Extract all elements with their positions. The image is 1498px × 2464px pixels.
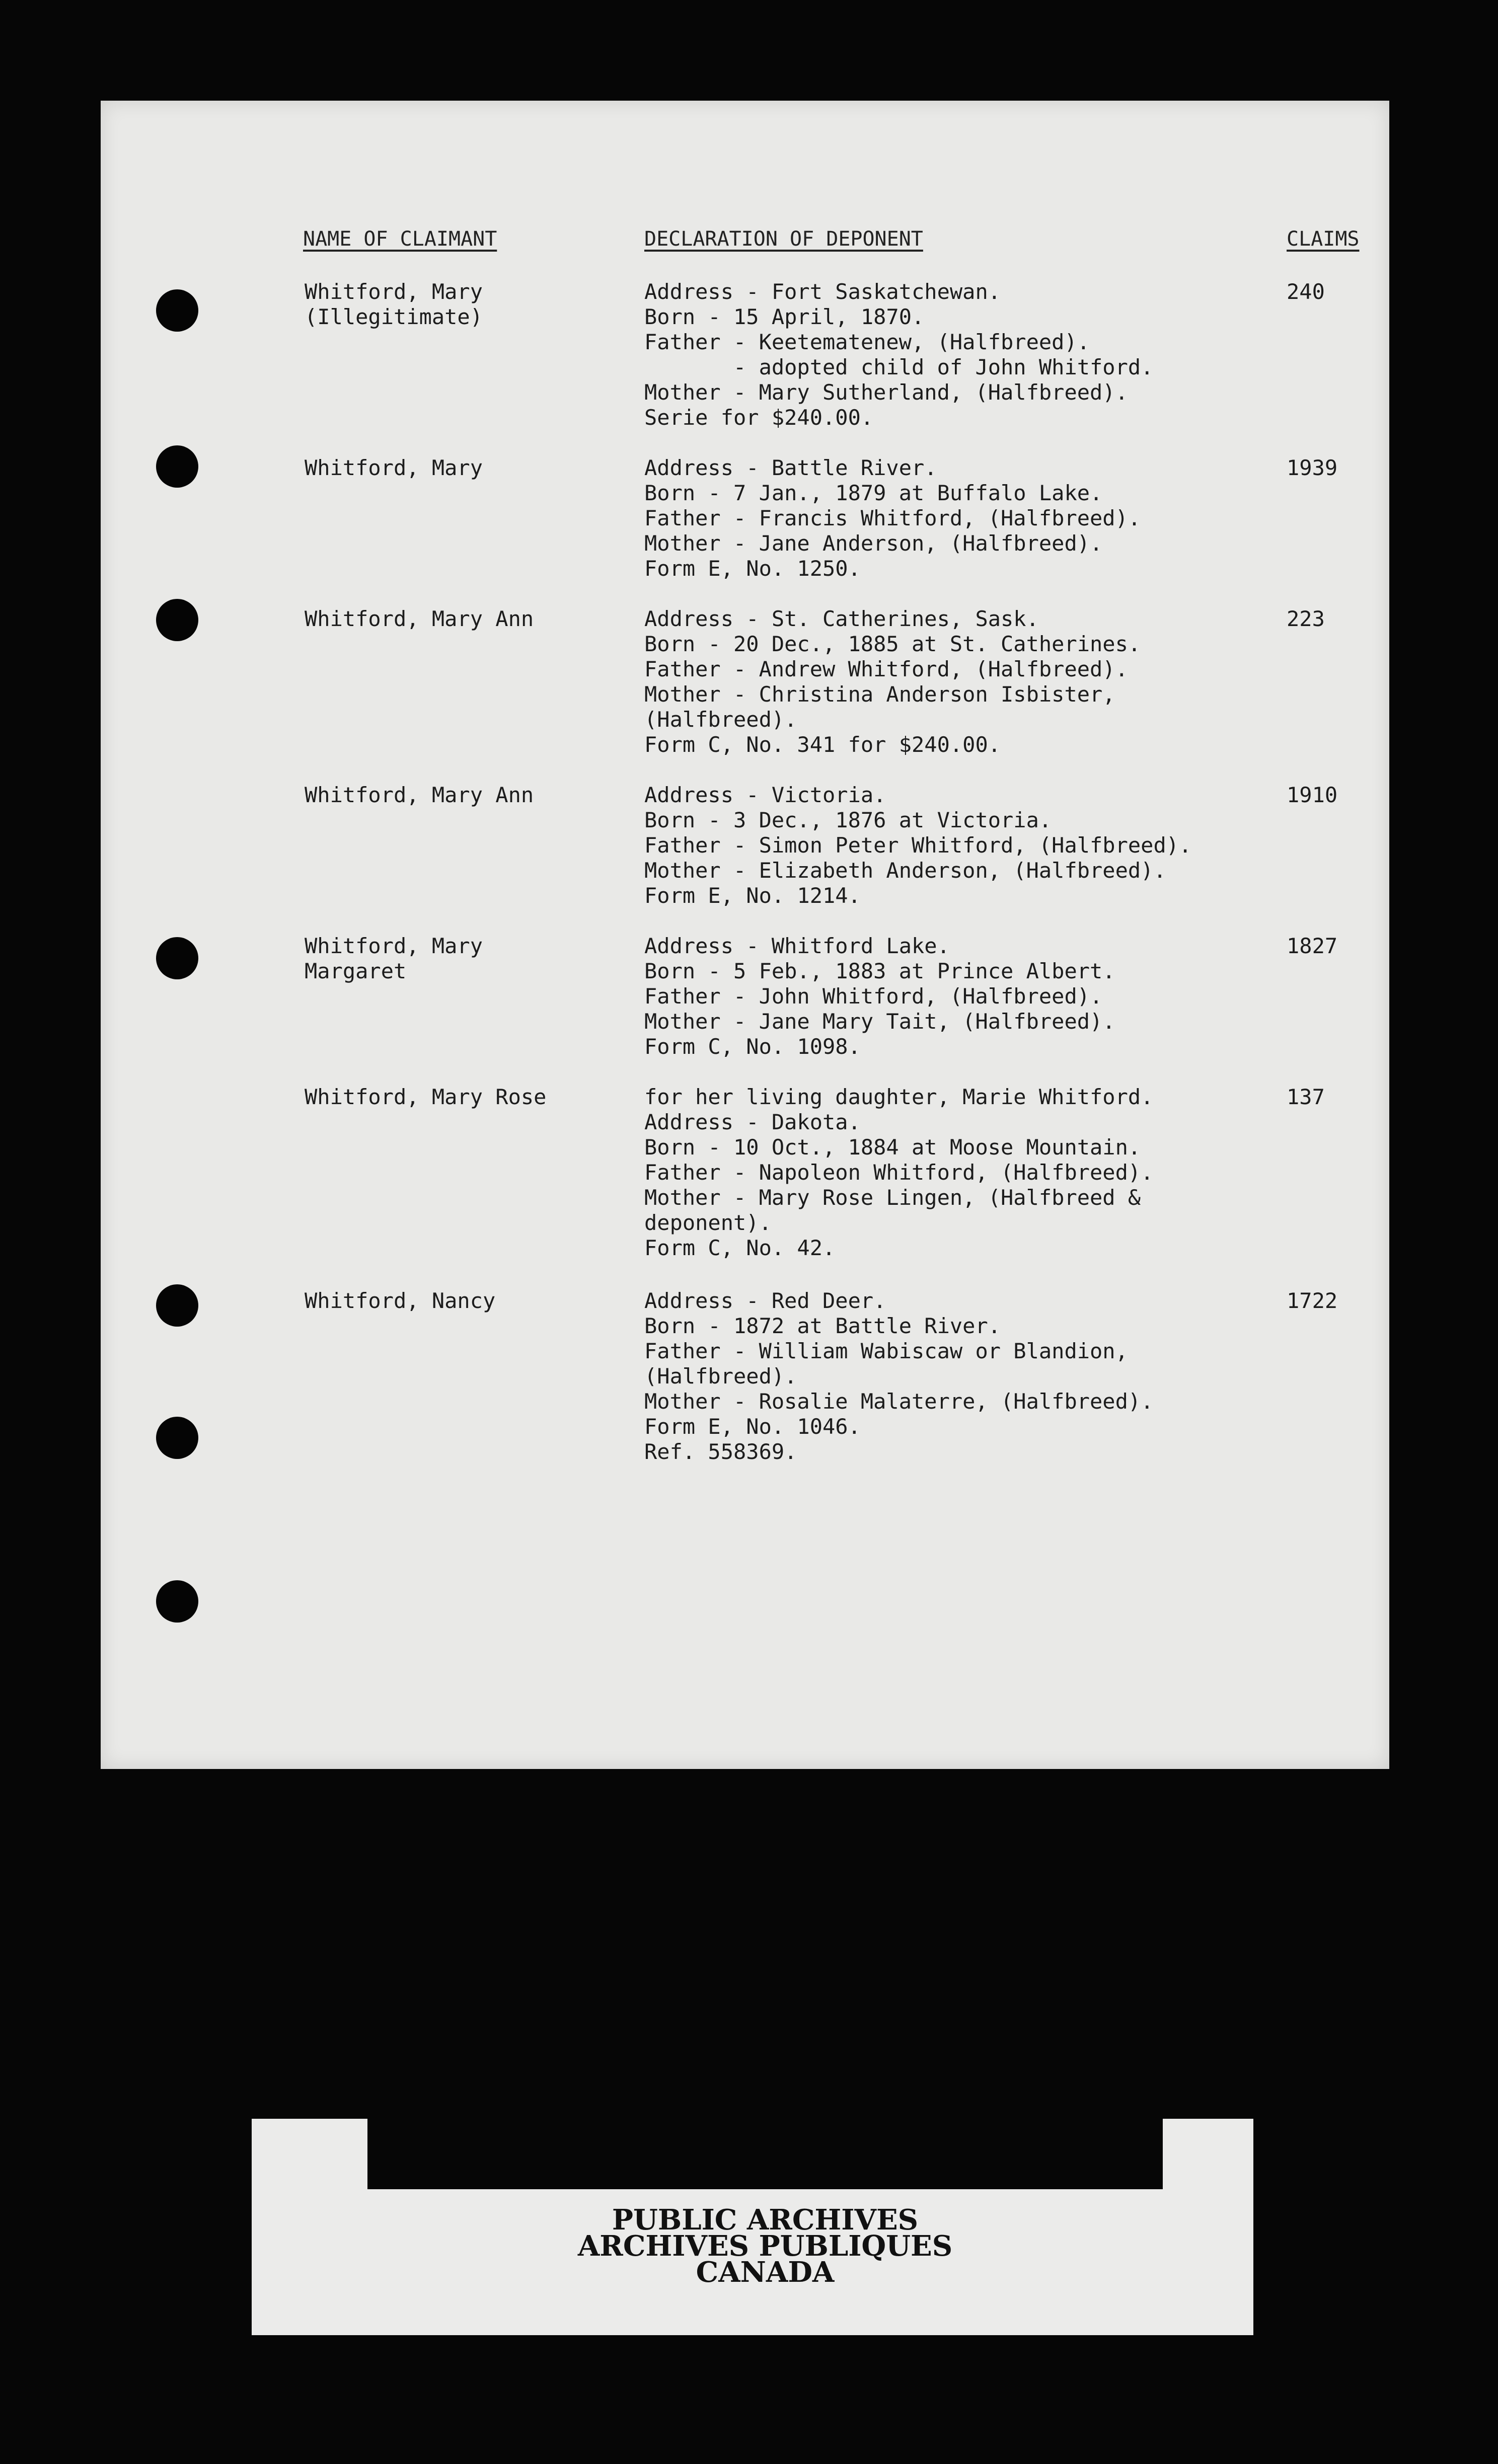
label-card-notch [367, 2119, 1163, 2189]
punch-hole [156, 937, 198, 979]
archives-stamp-line: CANADA [696, 2256, 835, 2289]
declaration-line: Mother - Mary Rose Lingen, (Halfbreed & [644, 1185, 1141, 1210]
claimant-name-line: Whitford, Mary [305, 279, 483, 304]
declaration-line: Mother - Mary Sutherland, (Halfbreed). [644, 380, 1128, 405]
declaration-line: Born - 1872 at Battle River. [644, 1314, 1001, 1338]
archives-stamp-line: ARCHIVES PUBLIQUES [577, 2229, 953, 2263]
declaration [644, 455, 1238, 581]
declaration-line: Form C, No. 1098. [644, 1034, 861, 1059]
claimant-name-line: Margaret [305, 959, 407, 983]
claimant-name [305, 1288, 617, 1314]
claimant-name-line: Whitford, Nancy [305, 1288, 496, 1313]
declaration-line: Born - 3 Dec., 1876 at Victoria. [644, 808, 1052, 832]
declaration-line: Born - 7 Jan., 1879 at Buffalo Lake. [644, 481, 1103, 505]
declaration-line: Father - Andrew Whitford, (Halfbreed). [644, 657, 1128, 681]
declaration-line: Father - Francis Whitford, (Halfbreed). [644, 506, 1141, 530]
declaration-line: Father - Napoleon Whitford, (Halfbreed). [644, 1160, 1154, 1185]
header-declaration-of-deponent: DECLARATION OF DEPONENT [644, 227, 923, 251]
declaration-line: Address - Fort Saskatchewan. [644, 279, 1001, 304]
claimant-name [305, 279, 617, 330]
declaration-line: Form E, No. 1214. [644, 883, 861, 908]
declaration-line: for her living daughter, Marie Whitford. [644, 1085, 1154, 1109]
declaration-line: Form C, No. 42. [644, 1236, 836, 1260]
archives-stamp-line: PUBLIC ARCHIVES [612, 2203, 919, 2237]
claimant-name-line: Whitford, Mary Ann [305, 606, 534, 631]
archives-stamp [569, 2203, 961, 2289]
declaration [644, 606, 1238, 757]
claim-number: 1722 [1287, 1288, 1338, 1313]
declaration-line: Serie for $240.00. [644, 405, 874, 430]
declaration [644, 934, 1238, 1059]
claim-number: 1910 [1287, 783, 1338, 807]
claimant-name-line: Whitford, Mary Rose [305, 1085, 547, 1109]
declaration [644, 783, 1238, 908]
punch-hole [156, 1284, 198, 1327]
declaration-line: Ref. 558369. [644, 1439, 797, 1464]
declaration-line: Mother - Christina Anderson Isbister, [644, 682, 1115, 707]
declaration-line: Address - Whitford Lake. [644, 934, 950, 958]
claimant-name-line: Whitford, Mary [305, 934, 483, 958]
declaration-line: Mother - Elizabeth Anderson, (Halfbreed). [644, 858, 1166, 883]
claim-number: 240 [1287, 279, 1325, 304]
claimant-name [305, 783, 617, 808]
claim-number: 137 [1287, 1085, 1325, 1109]
declaration-line: Mother - Rosalie Malaterre, (Halfbreed). [644, 1389, 1154, 1414]
claimant-name [305, 934, 617, 984]
declaration-line: Father - Keetematenew, (Halfbreed). [644, 330, 1090, 354]
claimant-name-line: Whitford, Mary Ann [305, 783, 534, 807]
declaration-line: Address - Dakota. [644, 1110, 861, 1134]
punch-hole [156, 1580, 198, 1623]
declaration-line: (Halfbreed). [644, 707, 797, 732]
claimant-name-line: (Illegitimate) [305, 304, 483, 329]
punch-hole [156, 1417, 198, 1459]
declaration-line: Born - 20 Dec., 1885 at St. Catherines. [644, 632, 1141, 656]
declaration-line: Father - John Whitford, (Halfbreed). [644, 984, 1103, 1009]
declaration-line: Born - 15 April, 1870. [644, 304, 925, 329]
declaration-line: Mother - Jane Mary Tait, (Halfbreed). [644, 1009, 1115, 1034]
declaration-line: Address - Battle River. [644, 455, 937, 480]
declaration [644, 1085, 1238, 1261]
claimant-name-line: Whitford, Mary [305, 455, 483, 480]
punch-hole [156, 445, 198, 488]
declaration-line: (Halfbreed). [644, 1364, 797, 1389]
punch-hole [156, 289, 198, 332]
claimant-name [305, 606, 617, 632]
claimant-name [305, 455, 617, 481]
declaration-line: Born - 10 Oct., 1884 at Moose Mountain. [644, 1135, 1141, 1160]
declaration [644, 1288, 1238, 1465]
declaration-line: Address - St. Catherines, Sask. [644, 606, 1039, 631]
declaration-line: Form E, No. 1250. [644, 556, 861, 581]
punch-hole [156, 599, 198, 641]
declaration-line: Form E, No. 1046. [644, 1414, 861, 1439]
claim-number: 223 [1287, 606, 1325, 631]
declaration-line: Father - Simon Peter Whitford, (Halfbreed). [644, 833, 1192, 858]
declaration-line: Address - Red Deer. [644, 1288, 886, 1313]
header-name-of-claimant: NAME OF CLAIMANT [303, 227, 497, 251]
header-claims: CLAIMS [1287, 227, 1360, 251]
declaration-line: Father - William Wabiscaw or Blandion, [644, 1339, 1128, 1363]
declaration-line: Form C, No. 341 for $240.00. [644, 732, 1001, 757]
claim-number: 1827 [1287, 934, 1338, 958]
declaration [644, 279, 1238, 430]
declaration-line: deponent). [644, 1210, 772, 1235]
claim-number: 1939 [1287, 455, 1338, 480]
declaration-line: - adopted child of John Whitford. [644, 355, 1154, 379]
declaration-line: Mother - Jane Anderson, (Halfbreed). [644, 531, 1103, 556]
claimant-name [305, 1085, 617, 1110]
declaration-line: Address - Victoria. [644, 783, 886, 807]
declaration-line: Born - 5 Feb., 1883 at Prince Albert. [644, 959, 1115, 983]
